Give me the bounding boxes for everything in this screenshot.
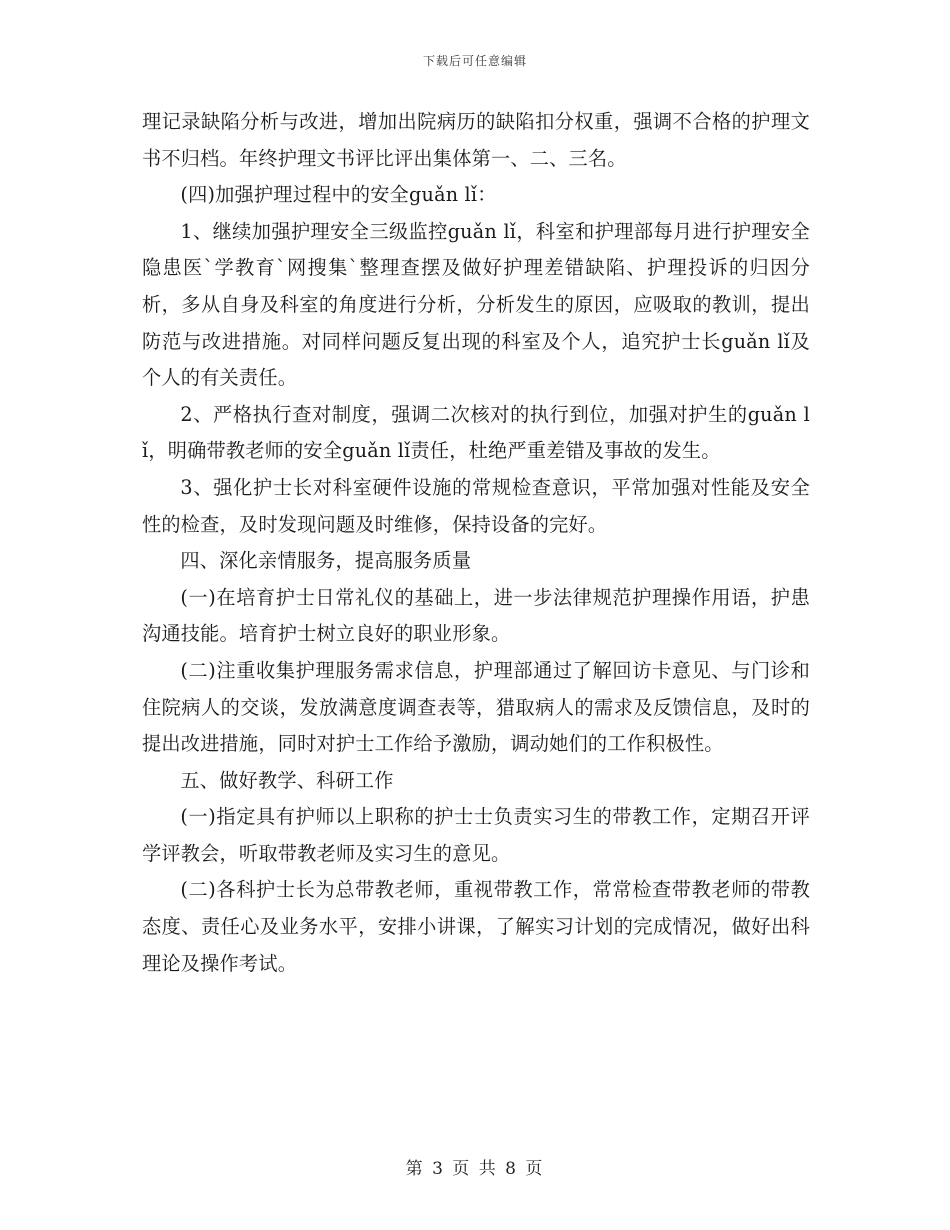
paragraph-11: (二)各科护士长为总带教老师，重视带教工作，常常检查带教老师的带教态度、责任心及业务水平，安排小讲课，了解实习计划的完成情况，做好出科理论及操作考试。 (142, 878, 810, 975)
section-heading-4: 四、深化亲情服务，提高服务质量 (180, 549, 472, 573)
page-number: 第 3 页 共 8 页 (405, 1159, 545, 1179)
paragraph-7: (一)在培育护士日常礼仪的基础上，进一步法律规范护理操作用语，护患沟通技能。培育护士树立良好的职业形象。 (142, 585, 810, 646)
page-header: 下载后可任意编辑 (422, 54, 527, 68)
paragraph-3: 1、继续加强护理安全三级监控guǎn lǐ，科室和护理部每月进行护理安全隐患医`学教育`网搜集`整理查摆及做好护理差错缺陷、护理投诉的归因分析，多从自身及科室的角度进行分析，分析发生的原因，应吸取的教训，提出防范与改进措施。对同样问题反复出现的科室及个人，追究护士长guǎn lǐ及个人的有关责任。 (142, 219, 810, 390)
section-heading-5: 五、做好教学、科研工作 (180, 768, 394, 792)
paragraph-10: (一)指定具有护师以上职称的护士士负责实习生的带教工作，定期召开评学评教会，听取带教老师及实习生的意见。 (142, 805, 810, 865)
document-body (142, 104, 810, 982)
paragraph-8: (二)注重收集护理服务需求信息，护理部通过了解回访卡意见、与门诊和住院病人的交谈，发放满意度调查表等，猎取病人的需求及反馈信息，及时的提出改进措施，同时对护士工作给予激励，调动她们的工作积极性。 (142, 658, 810, 756)
paragraph-4: 2、严格执行查对制度，强调二次核对的执行到位，加强对护生的guǎn lǐ，明确带教老师的安全guǎn lǐ责任，杜绝严重差错及事故的发生。 (142, 402, 810, 463)
paragraph-5: 3、强化护士长对科室硬件设施的常规检查意识，平常加强对性能及安全性的检查，及时发现问题及时维修，保持设备的完好。 (142, 475, 810, 536)
paragraph-2: (四)加强护理过程中的安全guǎn lǐ： (180, 183, 497, 207)
paragraph-1: 理记录缺陷分析与改进，增加出院病历的缺陷扣分权重，强调不合格的护理文书不归档。年终护理文书评比评出集体第一、二、三名。 (142, 110, 810, 170)
